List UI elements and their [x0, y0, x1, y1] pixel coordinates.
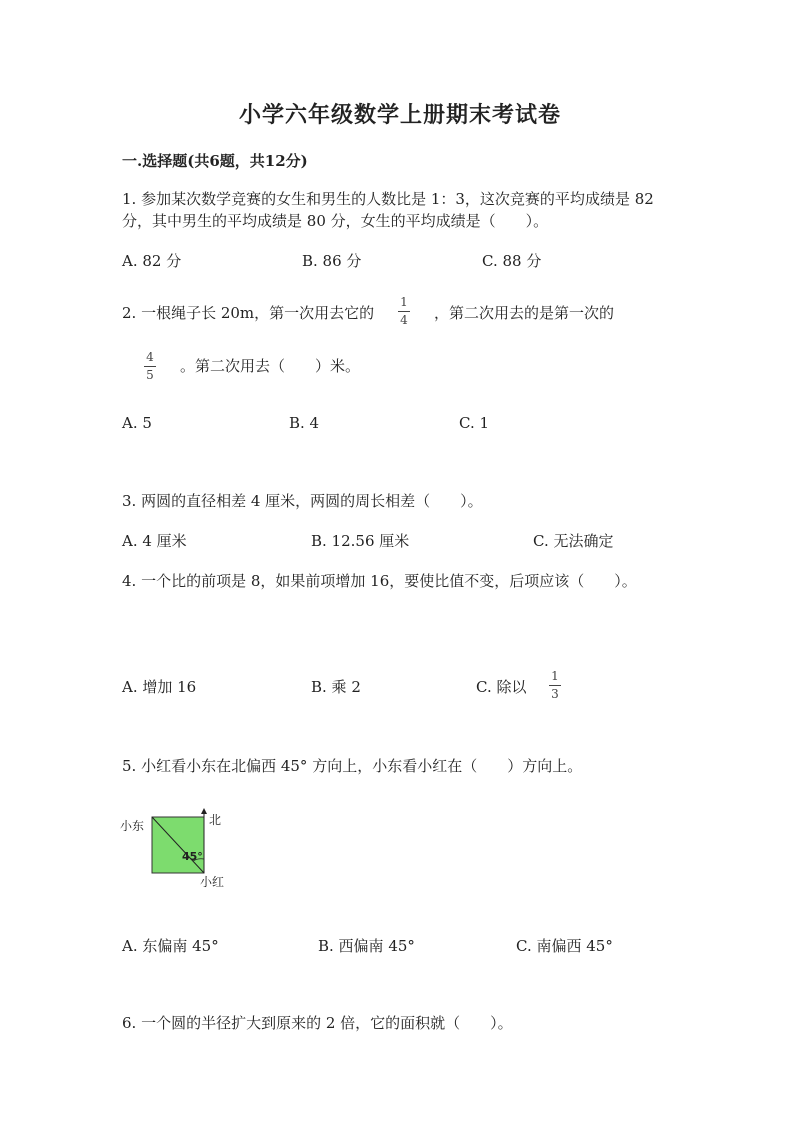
- page-title: 小学六年级数学上册期末考试卷: [238, 102, 561, 128]
- fraction-denominator: 4: [400, 313, 408, 327]
- question-5-option-a[interactable]: A. 东偏南 45°: [122, 937, 219, 955]
- label-north: 北: [209, 813, 222, 827]
- fraction-numerator: 1: [400, 295, 408, 309]
- question-1-option-b[interactable]: B. 86 分: [302, 252, 362, 270]
- label-angle: 45°: [182, 850, 203, 863]
- fraction-bar: [398, 311, 410, 312]
- question-2-option-a[interactable]: A. 5: [122, 414, 152, 432]
- north-arrow-icon: [201, 808, 207, 814]
- fraction-denominator: 3: [551, 687, 559, 701]
- direction-diagram-svg: [120, 808, 250, 890]
- question-2-part-1: 2. 一根绳子长 20m，第一次用去它的: [122, 304, 375, 322]
- label-xiaodong: 小东: [120, 819, 145, 833]
- question-4-text: 4. 一个比的前项是 8，如果前项增加 16，要使比值不变，后项应该（ ）。: [122, 572, 637, 590]
- label-xiaohong: 小红: [200, 875, 225, 889]
- question-5-text: 5. 小红看小东在北偏西 45° 方向上，小东看小红在（ ）方向上。: [122, 757, 583, 775]
- question-3-option-b[interactable]: B. 12.56 厘米: [311, 532, 410, 550]
- question-5-option-b[interactable]: B. 西偏南 45°: [318, 937, 415, 955]
- fraction-numerator: 4: [146, 350, 154, 364]
- question-2-option-c[interactable]: C. 1: [459, 414, 490, 432]
- question-3-text: 3. 两圆的直径相差 4 厘米，两圆的周长相差（ ）。: [122, 492, 483, 510]
- question-1-option-c[interactable]: C. 88 分: [482, 252, 542, 270]
- question-1-line-1: 1. 参加某次数学竞赛的女生和男生的人数比是 1：3，这次竞赛的平均成绩是 82: [122, 190, 654, 208]
- fraction-one-quarter: [398, 296, 410, 327]
- section-heading: 一.选择题(共6题，共12分): [122, 152, 308, 170]
- question-1-option-a[interactable]: A. 82 分: [122, 252, 182, 270]
- question-2-part-2: ，第二次用去的是第一次的: [434, 304, 615, 322]
- fraction-one-third: [549, 670, 561, 701]
- direction-diagram: [120, 808, 250, 890]
- question-2-part-3: 。第二次用去（ ）米。: [180, 357, 361, 375]
- question-3-option-c[interactable]: C. 无法确定: [533, 532, 614, 550]
- question-2-option-b[interactable]: B. 4: [289, 414, 320, 432]
- question-1-line-2: 分，其中男生的平均成绩是 80 分，女生的平均成绩是（ ）。: [122, 212, 549, 230]
- fraction-four-fifths: [144, 351, 156, 382]
- fraction-numerator: 1: [551, 669, 559, 683]
- question-3-option-a[interactable]: A. 4 厘米: [122, 532, 187, 550]
- fraction-denominator: 5: [146, 368, 154, 382]
- question-4-option-a[interactable]: A. 增加 16: [122, 678, 197, 696]
- fraction-bar: [144, 366, 156, 367]
- question-5-option-c[interactable]: C. 南偏西 45°: [516, 937, 613, 955]
- question-4-option-c[interactable]: C. 除以: [476, 678, 527, 696]
- fraction-bar: [549, 685, 561, 686]
- question-6-text: 6. 一个圆的半径扩大到原来的 2 倍，它的面积就（ ）。: [122, 1014, 513, 1032]
- question-4-option-b[interactable]: B. 乘 2: [311, 678, 361, 696]
